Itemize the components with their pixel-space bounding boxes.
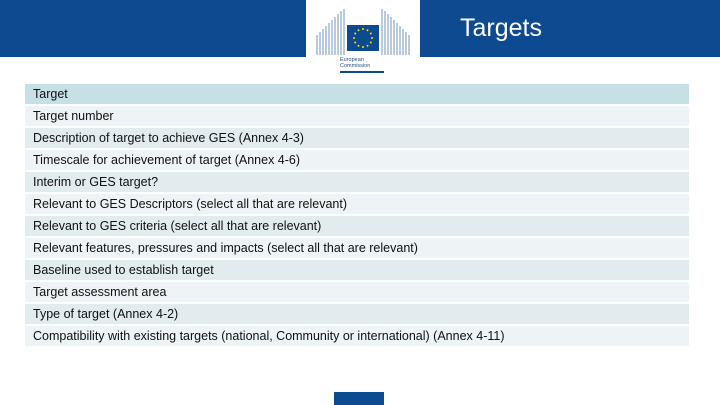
table-row bbox=[25, 194, 689, 216]
table-cell: Timescale for achievement of target (Annex 4-6) bbox=[25, 150, 689, 172]
table-cell: Relevant to GES criteria (select all that are relevant) bbox=[25, 216, 689, 238]
table-cell: Type of target (Annex 4-2) bbox=[25, 304, 689, 326]
table-row bbox=[25, 326, 689, 348]
table-cell: Baseline used to establish target bbox=[25, 260, 689, 282]
table-cell: Interim or GES target? bbox=[25, 172, 689, 194]
table-row bbox=[25, 172, 689, 194]
logo-text: European Commission bbox=[340, 57, 384, 73]
table-row bbox=[25, 106, 689, 128]
table-row bbox=[25, 260, 689, 282]
table-row bbox=[25, 128, 689, 150]
table-row bbox=[25, 216, 689, 238]
berlaymont-building-icon bbox=[316, 5, 410, 55]
table-row bbox=[25, 282, 689, 304]
table-row bbox=[25, 150, 689, 172]
european-commission-logo bbox=[306, 0, 420, 78]
table-header-row bbox=[25, 84, 689, 106]
slide-title: Targets bbox=[460, 14, 542, 42]
table-cell: Relevant to GES Descriptors (select all that are relevant) bbox=[25, 194, 689, 216]
table-row bbox=[25, 238, 689, 260]
table-cell: Target bbox=[25, 84, 689, 106]
table-cell: Compatibility with existing targets (national, Community or international) (Annex 4-11) bbox=[25, 326, 689, 348]
footer-bar bbox=[334, 392, 384, 405]
table-cell: Description of target to achieve GES (Annex 4-3) bbox=[25, 128, 689, 150]
table-row bbox=[25, 304, 689, 326]
table-cell: Relevant features, pressures and impacts (select all that are relevant) bbox=[25, 238, 689, 260]
table-cell: Target number bbox=[25, 106, 689, 128]
table-cell: Target assessment area bbox=[25, 282, 689, 304]
target-fields-table bbox=[25, 84, 689, 348]
